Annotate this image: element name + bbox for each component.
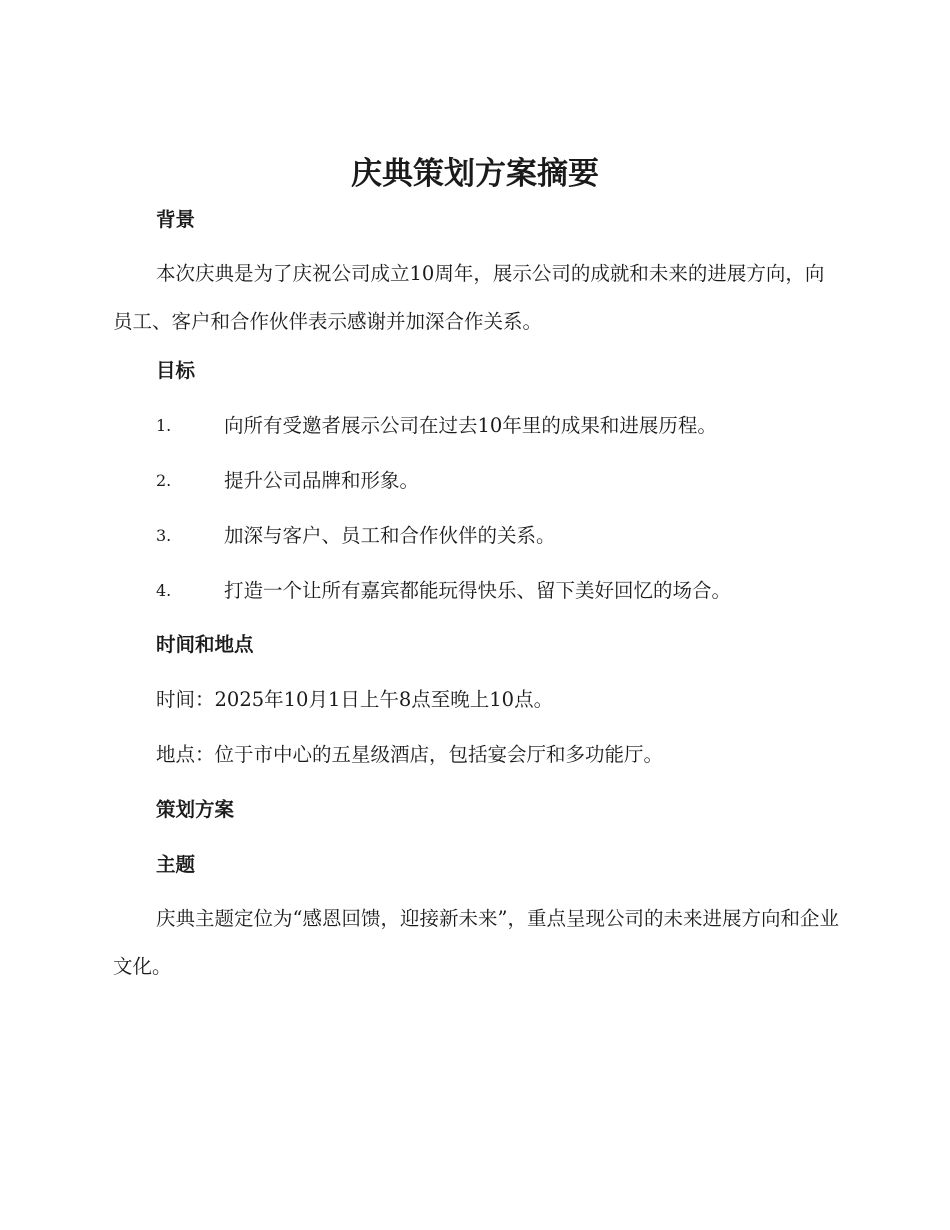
- list-item-text: 提升公司品牌和形象。: [224, 469, 420, 492]
- time-line: 时间：2025年10月1日上午8点至晚上10点。: [156, 688, 554, 711]
- list-item-number: 1.: [156, 416, 172, 435]
- background-paragraph: 本次庆典是为了庆祝公司成立10周年，展示公司的成就和未来的进展方向，向员工、客户和合作伙伴表示感谢并加深合作关系。: [113, 262, 825, 333]
- document-title: 庆典策划方案摘要: [351, 156, 599, 192]
- section-heading-theme: 主题: [156, 853, 196, 876]
- section-heading-time-place: 时间和地点: [156, 633, 254, 656]
- list-item-text: 向所有受邀者展示公司在过去10年里的成果和进展历程。: [224, 414, 717, 437]
- list-item-number: 2.: [156, 471, 172, 490]
- section-heading-goals: 目标: [156, 359, 196, 382]
- place-line: 地点：位于市中心的五星级酒店，包括宴会厅和多功能厅。: [156, 743, 664, 766]
- list-item-text: 加深与客户、员工和合作伙伴的关系。: [224, 524, 556, 547]
- section-heading-plan: 策划方案: [156, 798, 235, 821]
- theme-paragraph: 庆典主题定位为“感恩回馈，迎接新未来”，重点呈现公司的未来进展方向和企业文化。: [113, 907, 839, 978]
- section-heading-background: 背景: [156, 208, 196, 231]
- list-item-number: 4.: [156, 581, 172, 600]
- list-item-text: 打造一个让所有嘉宾都能玩得快乐、留下美好回忆的场合。: [224, 579, 732, 602]
- list-item-number: 3.: [156, 526, 172, 545]
